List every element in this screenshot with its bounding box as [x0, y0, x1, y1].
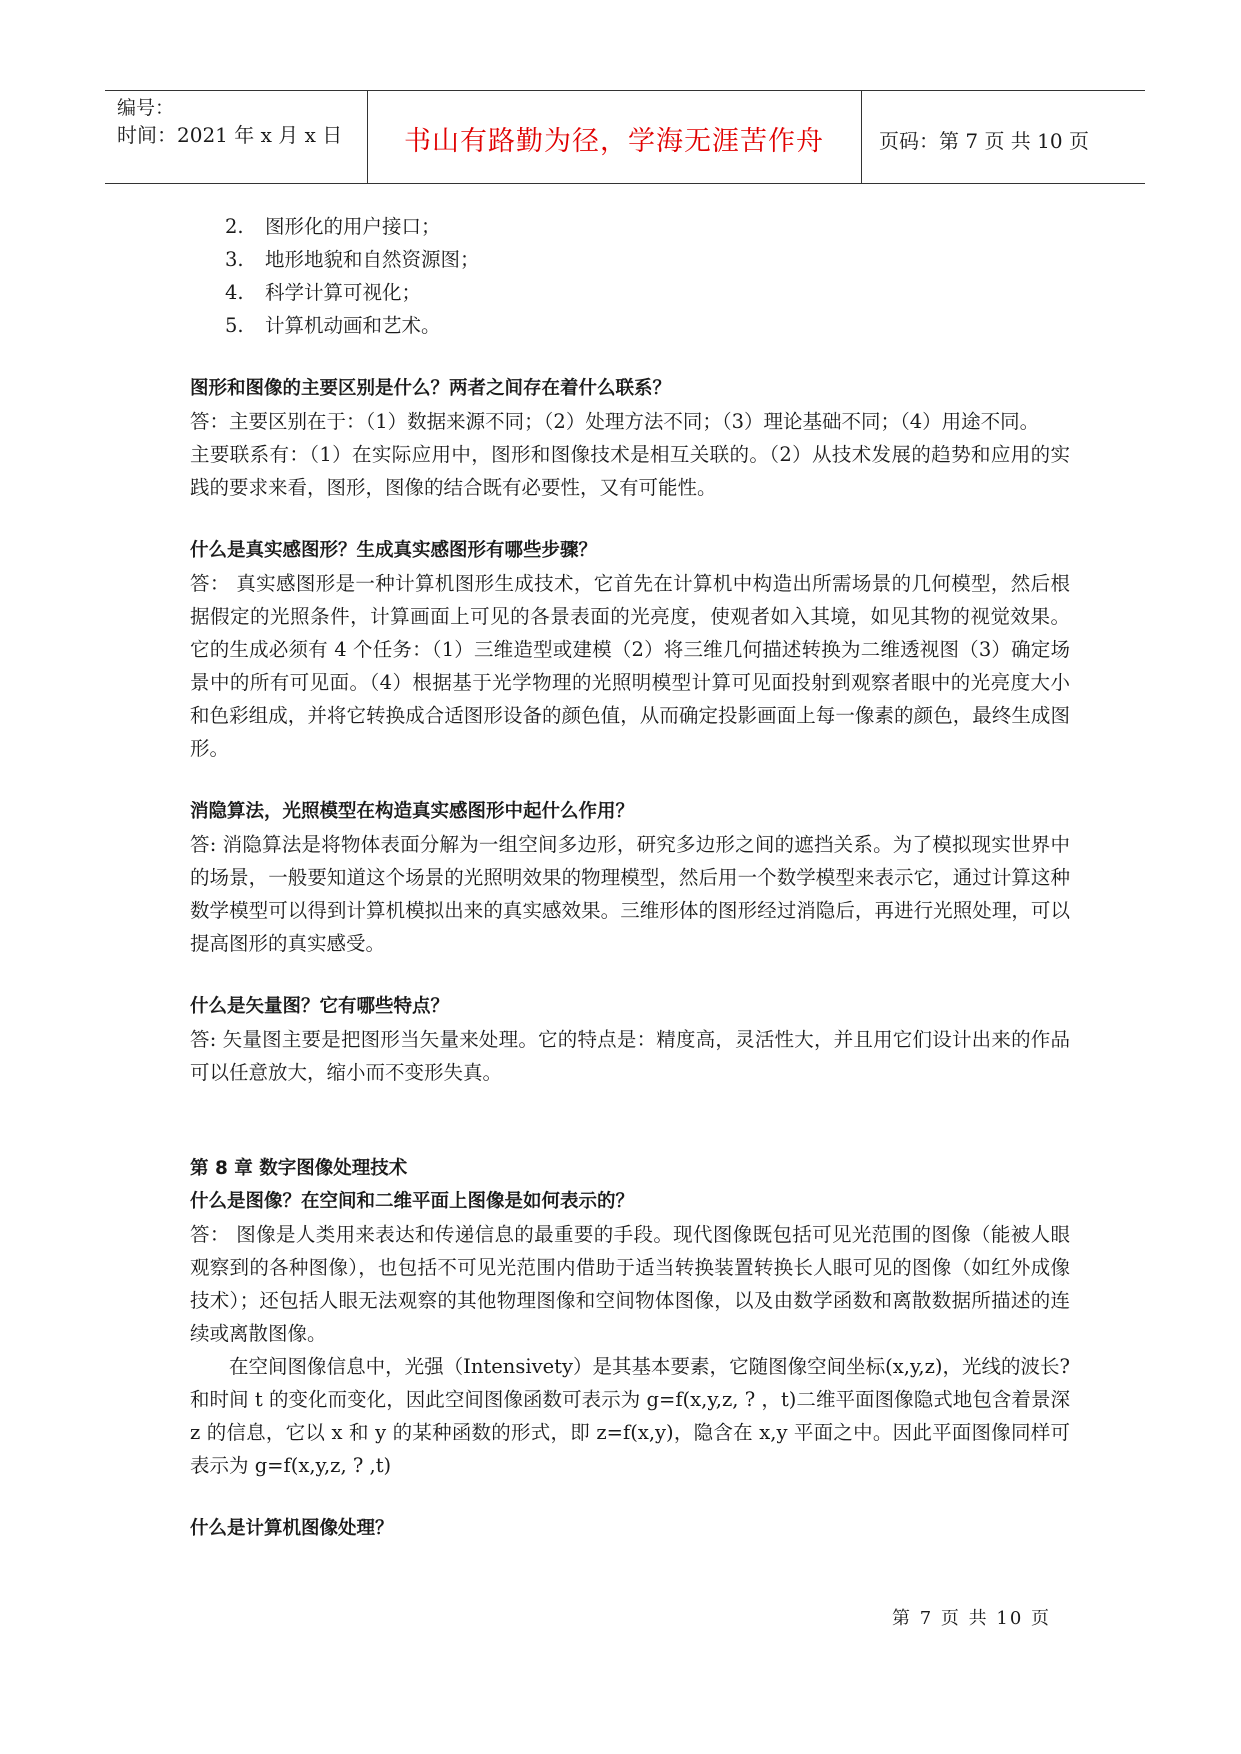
qa-section-realistic-graphics — [190, 534, 1070, 765]
list-item-text: 科学计算可视化； — [265, 281, 422, 304]
question-heading: 什么是计算机图像处理？ — [190, 1518, 394, 1539]
answer-paragraph: 答： 图像是人类用来表达和传递信息的最重要的手段。现代图像既包括可见光范围的图像（能被人眼观察到的各种图像），也包括不可见光范围内借助于适当转换装置转换长人眼可见的图像（如红外成像技术）；还包括人眼无法观察的其他物理图像和空间物体图像，以及由数学函数和离散数据所描述的连续或离散图像。 — [190, 1223, 1070, 1345]
answer-paragraph: 答： 真实感图形是一种计算机图形生成技术，它首先在计算机中构造出所需场景的几何模型，然后根据假定的光照条件，计算画面上可见的各景表面的光亮度，使观者如入其境，如见其物的视觉效果。 它的生成必须有 4 个任务：（1）三维造型或建模（2）将三维几何描述转换为二维透视图（3）确定场景中的所有可见面。（4）根据基于光学物理的光照明模型计算可见面投射到观察者眼中的光亮度大小和色彩组成，并将它转换成合适图形设备的颜色值，从而确定投影画面上每一像素的颜色，最终生成图形。 — [190, 572, 1070, 760]
spacer — [190, 1119, 1070, 1152]
document-number-label: 编号： — [117, 97, 175, 119]
list-item-number: 5. — [225, 314, 244, 337]
application-list — [190, 210, 1070, 342]
list-item-text: 地形地貌和自然资源图； — [265, 248, 480, 271]
question-heading: 什么是矢量图？它有哪些特点？ — [190, 996, 450, 1017]
qa-section-hidden-surface — [190, 795, 1070, 960]
document-time-label: 时间：2021 年 x 月 x 日 — [117, 123, 343, 147]
list-item — [190, 243, 1070, 276]
question-heading: 消隐算法，光照模型在构造真实感图形中起什么作用？ — [190, 801, 635, 822]
page-header — [105, 90, 1145, 184]
chapter-8-section — [190, 1152, 1070, 1482]
question-heading: 什么是真实感图形？生成真实感图形有哪些步骤？ — [190, 540, 598, 561]
list-item-text: 图形化的用户接口； — [265, 215, 441, 238]
header-page-number: 页码：第 7 页 共 10 页 — [879, 129, 1089, 153]
answer-paragraph: 主要联系有：（1）在实际应用中，图形和图像技术是相互关联的。（2）从技术发展的趋势和应用的实践的要求来看，图形，图像的结合既有必要性，又有可能性。 — [190, 443, 1070, 499]
document-body — [190, 210, 1070, 1545]
answer-paragraph: 答: 矢量图主要是把图形当矢量来处理。它的特点是：精度高，灵活性大，并且用它们设计出来的作品可以任意放大，缩小而不变形失真。 — [190, 1028, 1070, 1084]
list-item-text: 计算机动画和艺术。 — [265, 314, 441, 337]
list-item — [190, 276, 1070, 309]
chapter-title: 第 8 章 数字图像处理技术 — [190, 1158, 408, 1179]
list-item-number: 4. — [225, 281, 244, 304]
question-heading: 图形和图像的主要区别是什么？两者之间存在着什么联系？ — [190, 378, 672, 399]
page-footer: 第 7 页 共 10 页 — [892, 1608, 1051, 1629]
header-meta-cell — [105, 91, 368, 183]
list-item-number: 2. — [225, 215, 244, 238]
list-item — [190, 309, 1070, 342]
header-motto-cell — [367, 91, 862, 183]
header-motto: 书山有路勤为径，学海无涯苦作舟 — [404, 126, 824, 157]
answer-paragraph: 答：主要区别在于：（1）数据来源不同；（2）处理方法不同；（3）理论基础不同；（4）用途不同。 — [190, 410, 1040, 433]
question-heading: 什么是图像？在空间和二维平面上图像是如何表示的？ — [190, 1191, 635, 1212]
header-page-cell — [861, 91, 1145, 183]
list-item — [190, 210, 1070, 243]
list-item-number: 3. — [225, 248, 244, 271]
qa-section-vector-graphics — [190, 990, 1070, 1089]
answer-paragraph: 在空间图像信息中，光强（Intensivety）是其基本要素，它随图像空间坐标(x,y,z)，光线的波长? 和时间 t 的变化而变化，因此空间图像函数可表示为 g=f(x,y,z, ? ，t)二维平面图像隐式地包含着景深 z 的信息，它以 x 和 y 的某种函数的形式，即 z=f(x,y)，隐含在 x,y 平面之中。因此平面图像同样可表示为 g=f(x,y,z, ? ,t) — [190, 1355, 1070, 1477]
answer-paragraph: 答: 消隐算法是将物体表面分解为一组空间多边形，研究多边形之间的遮挡关系。为了模拟现实世界中的场景，一般要知道这个场景的光照明效果的物理模型，然后用一个数学模型来表示它，通过计算这种数学模型可以得到计算机模拟出来的真实感效果。三维形体的图形经过消隐后，再进行光照处理，可以提高图形的真实感受。 — [190, 833, 1070, 955]
qa-section-graphics-vs-image — [190, 372, 1070, 504]
